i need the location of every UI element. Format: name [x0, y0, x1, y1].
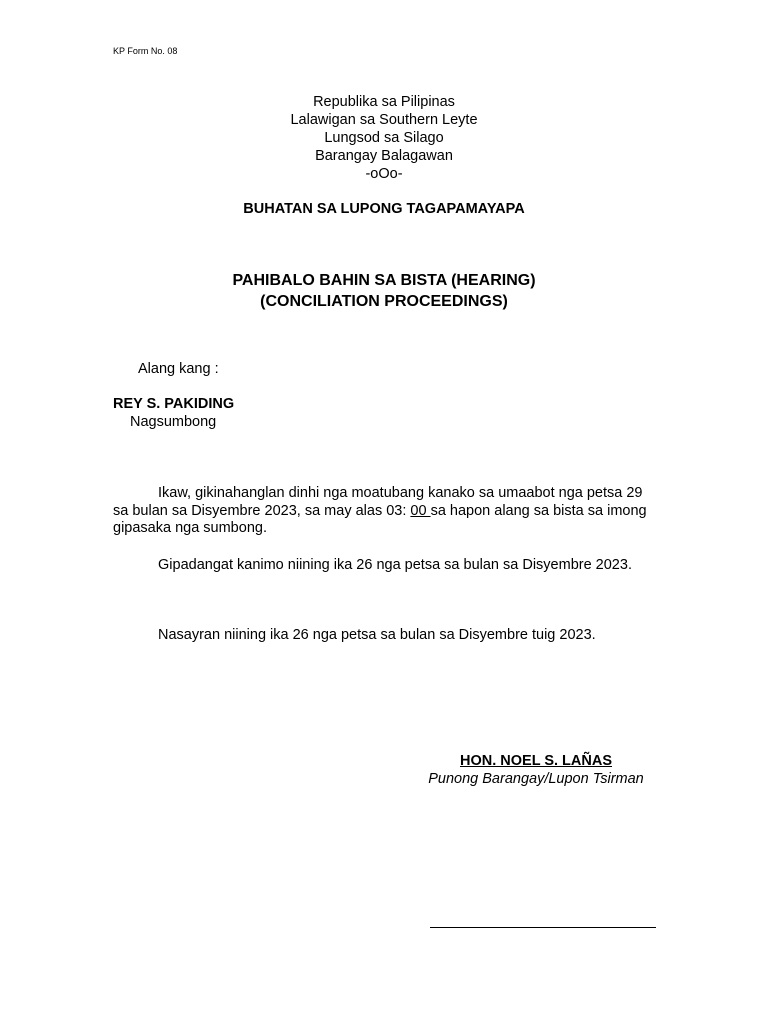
- header-country: Republika sa Pilipinas: [313, 94, 455, 110]
- addressee-intro: Alang kang :: [138, 361, 219, 377]
- header-ornament: -oOo-: [365, 166, 403, 182]
- title-line-1: PAHIBALO BAHIN SA BISTA (HEARING): [232, 272, 536, 289]
- signatory-title: Punong Barangay/Lupon Tsirman: [428, 771, 644, 787]
- complainant-role: Nagsumbong: [130, 414, 217, 430]
- header-barangay: Barangay Balagawan: [315, 148, 453, 164]
- complainant-name: REY S. PAKIDING: [113, 396, 235, 412]
- header-municipality: Lungsod sa Silago: [324, 130, 444, 146]
- document-header: [0, 93, 768, 183]
- notice-text-start: Ikaw, gikinahanglan dinhi nga moatubang kanako sa umaabot nga petsa 29 sa bulan sa Disyembre 2023, sa may alas 03:: [113, 485, 643, 519]
- form-number: KP Form No. 08: [113, 46, 178, 56]
- hearing-time-minutes: 00: [410, 502, 431, 519]
- hearing-notice-paragraph: [113, 485, 658, 538]
- office-name: BUHATAN SA LUPONG TAGAPAMAYAPA: [243, 201, 525, 217]
- document-title: [0, 270, 768, 312]
- issued-date-paragraph: Gipadangat kanimo niining ika 26 nga petsa sa bulan sa Disyembre 2023.: [158, 557, 632, 573]
- title-line-2: (CONCILIATION PROCEEDINGS): [260, 293, 508, 310]
- signature-line: [430, 927, 656, 928]
- header-province: Lalawigan sa Southern Leyte: [290, 112, 478, 128]
- notice-text-end: sa hapon alang sa bista sa imong gipasaka nga sumbong.: [113, 502, 647, 536]
- received-date-paragraph: Nasayran niining ika 26 nga petsa sa bulan sa Disyembre tuig 2023.: [158, 627, 596, 643]
- signatory-name: HON. NOEL S. LAÑAS: [460, 753, 612, 769]
